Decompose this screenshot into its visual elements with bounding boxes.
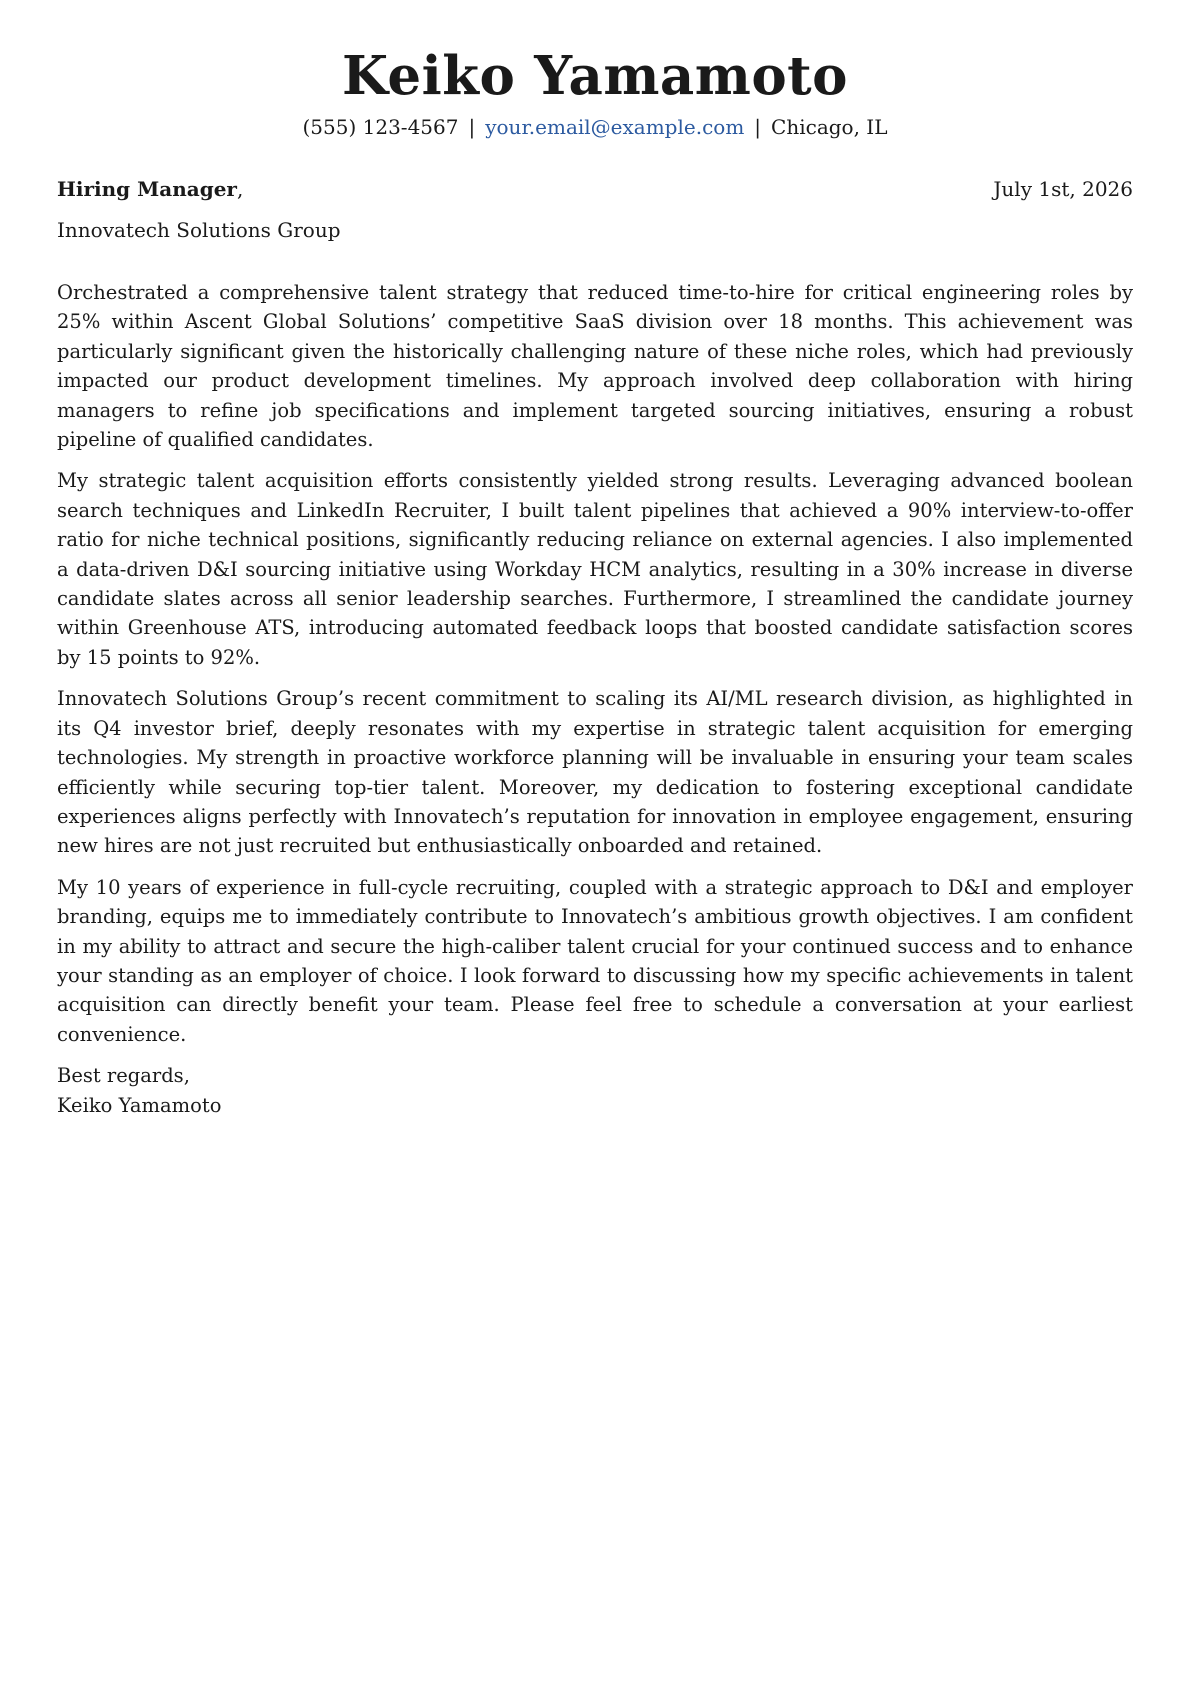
body-paragraph: My strategic talent acquisition efforts consistently yielded strong results. Leveraging advanced boolean search techniques and LinkedIn Recruiter, I built talent pipelines that achieved a 90% interview-to-offer ratio for niche technical positions, significantly reducing reliance on external agencies. I also implemented a data-driven D&I sourcing initiative using Workday HCM analytics, resulting in a 30% increase in diverse candidate slates across all senior leadership searches. Furthermore, I streamlined the candidate journey within Greenhouse ATS, introducing automated feedback loops that boosted candidate satisfaction scores by 15 points to 92%. [57,469,1133,669]
recipient-line [57,174,243,204]
body-paragraph: My 10 years of experience in full-cycle recruiting, coupled with a strategic approach to D&I and employer branding, equips me to immediately contribute to Innovatech’s ambitious growth objectives. I am confident in my ability to attract and secure the high-caliber talent crucial for your continued success and to enhance your standing as an employer of choice. I look forward to discussing how my specific achievements in talent acquisition can directly benefit your team. Please feel free to schedule a conversation at your earliest convenience. [57,875,1133,1046]
phone-number: (555) 123-4567 [302,115,459,139]
closing-block [57,1061,1133,1120]
recipient-name: Hiring Manager [57,177,237,201]
location: Chicago, IL [771,115,888,139]
letter-date: July 1st, 2026 [993,177,1133,201]
recipient-name-suffix: , [236,177,244,201]
recipient-date-row [57,174,1133,204]
recipient-company: Innovatech Solutions Group [57,218,341,242]
applicant-name: Keiko Yamamoto [341,45,849,107]
contact-line [57,112,1133,142]
email-link[interactable]: your.email@example.com [485,115,745,139]
body-paragraph: Orchestrated a comprehensive talent strategy that reduced time-to-hire for critical engineering roles by 25% within Ascent Global Solutions’ competitive SaaS division over 18 months. This achievement was particularly significant given the historically challenging nature of these niche roles, which had previously impacted our product development timelines. My approach involved deep collaboration with hiring managers to refine job specifications and implement targeted sourcing initiatives, ensuring a robust pipeline of qualified candidates. [57,281,1133,452]
contact-separator: | [468,115,476,139]
body-paragraph: Innovatech Solutions Group’s recent commitment to scaling its AI/ML research division, as highlighted in its Q4 investor brief, deeply resonates with my expertise in strategic talent acquisition for emerging technologies. My strength in proactive workforce planning will be invaluable in ensuring your team scales efficiently while securing top-tier talent. Moreover, my dedication to fostering exceptional candidate experiences aligns perfectly with Innovatech’s reputation for innovation in employee engagement, ensuring new hires are not just recruited but enthusiastically onboarded and retained. [57,687,1133,858]
contact-separator: | [754,115,762,139]
signature-name: Keiko Yamamoto [57,1093,222,1117]
closing-salutation: Best regards, [57,1064,190,1088]
letter-body [57,278,1133,1049]
